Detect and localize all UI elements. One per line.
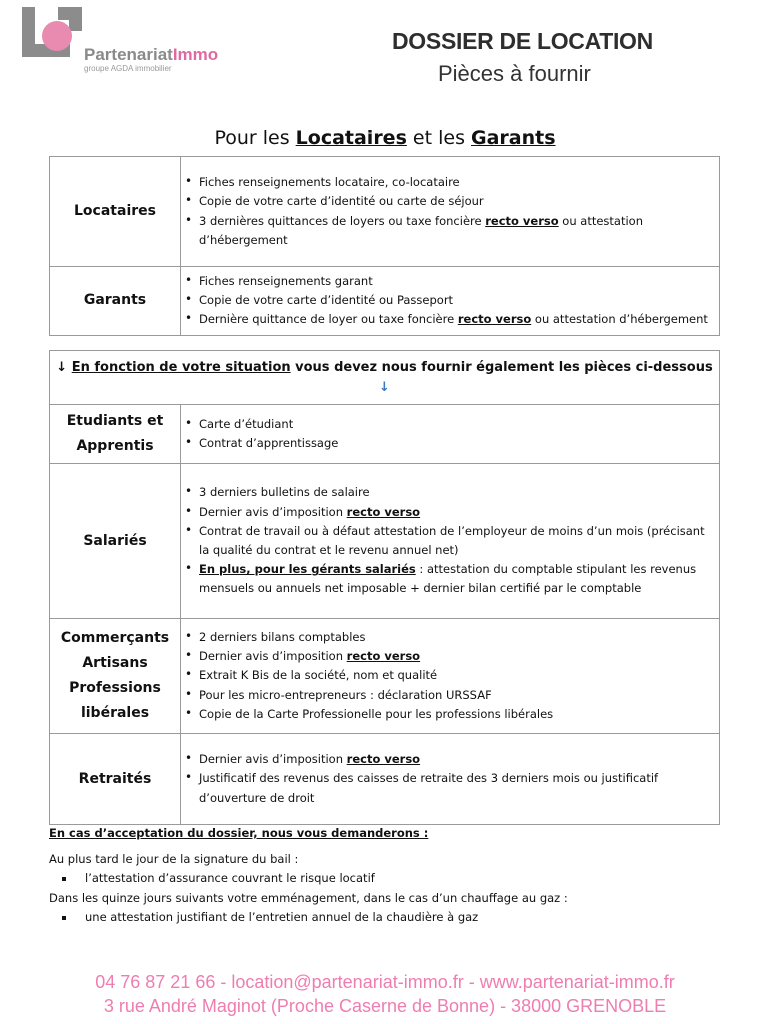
acceptance-heading: En cas d’acceptation du dossier, nous vous demanderons : (49, 826, 429, 840)
document-title: DOSSIER DE LOCATION (392, 28, 653, 54)
acceptance-line2: Dans les quinze jours suivants votre emménagement, dans le cas d’un chauffage au gaz : (49, 890, 568, 905)
list-item: • En plus, pour les gérants salariés : attestation du comptable stipulant les revenus mensuels ou annuels net imposable + dernier bilan certifié par le comptable (189, 560, 711, 598)
table-row (50, 267, 720, 336)
row-label-commercants: Commerçants Artisans Professions libérales (50, 619, 181, 734)
table-row (50, 619, 720, 734)
footer-address: 3 rue André Maginot (Proche Caserne de Bonne) - 38000 GRENOBLE (103, 996, 667, 1016)
acceptance-section (49, 824, 729, 928)
footer-contact: 04 76 87 21 66 - location@partenariat-immo.fr - www.partenariat-immo.fr (95, 972, 675, 992)
situation-banner (50, 351, 720, 405)
table-row (50, 405, 720, 464)
row-content-locataires (181, 157, 720, 267)
logo-name-part2: Immo (172, 45, 219, 64)
row-label-etudiants: Etudiants et Apprentis (50, 405, 181, 464)
section-title-middle: et les (406, 127, 472, 149)
table-row (50, 157, 720, 267)
list-item: • 2 derniers bilans comptables (189, 628, 711, 647)
logo-name (84, 45, 218, 65)
logo-subtitle: groupe AGDA immobilier (84, 64, 172, 73)
section-title-garants: Garants (471, 127, 556, 149)
section-title-locataires: Locataires (295, 127, 407, 149)
list-item: • 3 dernières quittances de loyers ou taxe foncière recto verso ou attestation d’hébergement (189, 212, 711, 250)
list-item: • Justificatif des revenus des caisses de retraite des 3 derniers mois ou justificatif d’ouverture de droit (189, 769, 711, 807)
section-title (0, 127, 770, 149)
banner-underlined: En fonction de votre situation (71, 359, 291, 375)
arrow-down-icon: ↓ (379, 379, 390, 395)
row-label-salaries: Salariés (50, 464, 181, 619)
list-item: • Contrat d’apprentissage (189, 434, 711, 453)
list-item: • Fiches renseignements garant (189, 272, 711, 291)
list-item: l’attestation d’assurance couvrant le risque locatif (49, 869, 729, 889)
logo-mark-icon (22, 7, 82, 67)
table-row (50, 734, 720, 825)
row-content-salaries (181, 464, 720, 619)
row-label-locataires: Locataires (50, 157, 181, 267)
list-item: • Dernier avis d’imposition recto verso (189, 750, 711, 769)
list-item: • Copie de la Carte Professionelle pour les professions libérales (189, 705, 711, 724)
logo-name-part1: Partenariat (84, 45, 173, 64)
list-item: • Dernière quittance de loyer ou taxe foncière recto verso ou attestation d’hébergement (189, 310, 711, 329)
banner-text: vous devez nous fournir également les pièces ci-dessous (290, 359, 713, 375)
list-item: • Extrait K Bis de la société, nom et qualité (189, 666, 711, 685)
table-row (50, 351, 720, 405)
table-row (50, 464, 720, 619)
row-content-garants (181, 267, 720, 336)
section-title-prefix: Pour les (214, 127, 296, 149)
list-item: • Pour les micro-entrepreneurs : déclaration URSSAF (189, 686, 711, 705)
list-item: • Fiches renseignements locataire, co-locataire (189, 173, 711, 192)
row-content-commercants (181, 619, 720, 734)
row-content-etudiants (181, 405, 720, 464)
document-subtitle: Pièces à fournir (438, 61, 591, 86)
list-item: • Carte d’étudiant (189, 415, 711, 434)
list-item: • Dernier avis d’imposition recto verso (189, 647, 711, 666)
acceptance-line1: Au plus tard le jour de la signature du bail : (49, 851, 299, 866)
row-label-garants: Garants (50, 267, 181, 336)
list-item: • 3 derniers bulletins de salaire (189, 483, 711, 502)
list-item: • Copie de votre carte d’identité ou carte de séjour (189, 192, 711, 211)
row-label-retraites: Retraités (50, 734, 181, 825)
list-item: • Copie de votre carte d’identité ou Passeport (189, 291, 711, 310)
row-content-retraites (181, 734, 720, 825)
arrow-down-icon: ↓ (56, 359, 68, 375)
list-item: • Contrat de travail ou à défaut attestation de l’employeur de moins d’un mois (précisant la qualité du contrat et le revenu annuel net) (189, 522, 711, 560)
situation-table (49, 350, 720, 825)
company-logo (22, 7, 262, 77)
tenants-guarantors-table (49, 156, 720, 336)
list-item: • Dernier avis d’imposition recto verso (189, 503, 711, 522)
list-item: une attestation justifiant de l’entretien annuel de la chaudière à gaz (49, 908, 729, 928)
